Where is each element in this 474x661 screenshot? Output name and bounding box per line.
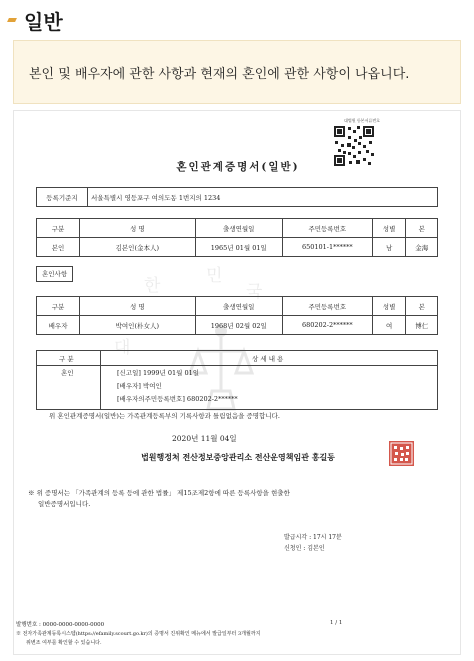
seal-icon [389, 441, 414, 466]
detail-kind: 혼인 [61, 369, 74, 377]
footer-line: 위변조 여부를 확인할 수 있습니다. [26, 640, 102, 646]
header-cell: 성별 [372, 219, 406, 238]
detail-box [36, 350, 438, 410]
issuer: 법원행정처 전산정보중앙관리소 전산운영책임관 홍길동 [141, 452, 335, 462]
detail-line: [배우자의주민등록번호] 680202-2****** [117, 395, 238, 403]
notice-text: 본인 및 배우자에 관한 사항과 현재의 혼인에 관한 사항이 나옵니다. [29, 66, 410, 82]
header-cell: 본 [406, 297, 438, 316]
document-title: 혼인관계증명서(일반) [176, 161, 300, 173]
header-cell: 성 명 [80, 297, 195, 316]
note-line: ※ 위 증명서는 「가족관계의 등록 등에 관한 법률」 제15조제2항에 따른 등록사항을 현출한 [28, 489, 290, 497]
cell-kind: 배우자 [37, 316, 80, 335]
header-cell: 출생연월일 [195, 219, 282, 238]
marriage-tag: 혼인사항 [36, 266, 73, 282]
header-cell: 구분 [37, 219, 80, 238]
registry-table [36, 187, 438, 207]
cell-birth: 1968년 02월 02일 [195, 316, 282, 335]
cell-gender: 여 [372, 316, 406, 335]
applicant: 신청인 : 김본인 [284, 545, 325, 552]
watermark-char: 민 [206, 266, 223, 286]
watermark-char: 국 [246, 282, 263, 302]
issue-time: 발급시각 : 17시 17분 [284, 534, 342, 541]
table-header-row [37, 219, 438, 238]
qr-label: 대법원 등본서류번호 [344, 118, 381, 123]
detail-header-kind: 구 분 [59, 355, 74, 363]
header-cell: 주민등록번호 [282, 297, 372, 316]
detail-line: [배우자] 박여인 [117, 382, 162, 390]
table-row [37, 316, 438, 335]
detail-header-content: 상 세 내 용 [252, 355, 284, 363]
cell-rrn: 650101-1****** [282, 238, 372, 257]
header-cell: 성별 [372, 297, 406, 316]
cell-kind: 본인 [37, 238, 80, 257]
detail-line: [신고일] 1999년 01월 01일 [117, 369, 200, 377]
watermark-char: 대 [114, 338, 131, 358]
cell-origin: 金海 [406, 238, 438, 257]
issue-number: 발행번호 : 0000-0000-0000-0000 [16, 622, 105, 628]
cell-gender: 남 [372, 238, 406, 257]
cell-name: 김본인(金本人) [80, 238, 195, 257]
cell-rrn: 680202-2****** [282, 316, 372, 335]
certify-text: 위 혼인관계증명서(일반)는 가족관계등록부의 기록사항과 틀림없음을 증명합니다. [49, 412, 280, 420]
note-line: 일반증명서입니다. [38, 500, 91, 508]
section-title: 일반 [24, 9, 63, 34]
section-marker [7, 18, 17, 22]
certificate-document [13, 110, 461, 655]
cell-origin: 博仁 [406, 316, 438, 335]
watermark-char: 한 [144, 276, 161, 296]
notice-box [13, 40, 461, 104]
table-header-row [37, 297, 438, 316]
header-cell: 성 명 [80, 219, 195, 238]
section-header [8, 6, 63, 34]
footer-line: ※ 전자가족관계등록시스템(https://efamily.scourt.go.kr)의 증명서 진위확인 메뉴에서 발급일부터 3개월까지 [16, 631, 261, 637]
header-cell: 출생연월일 [195, 297, 282, 316]
registry-label: 등록기준지 [37, 188, 88, 207]
header-cell: 주민등록번호 [282, 219, 372, 238]
registry-value: 서울특별시 영등포구 여의도동 1번지의 1234 [88, 188, 438, 207]
table-row [37, 238, 438, 257]
cell-name: 박여인(朴女人) [80, 316, 195, 335]
issue-date: 2020년 11월 04일 [172, 434, 237, 443]
header-cell: 본 [406, 219, 438, 238]
self-table [36, 218, 438, 257]
header-cell: 구분 [37, 297, 80, 316]
page-number: 1 / 1 [330, 620, 343, 626]
spouse-table [36, 296, 438, 335]
cell-birth: 1965년 01월 01일 [195, 238, 282, 257]
